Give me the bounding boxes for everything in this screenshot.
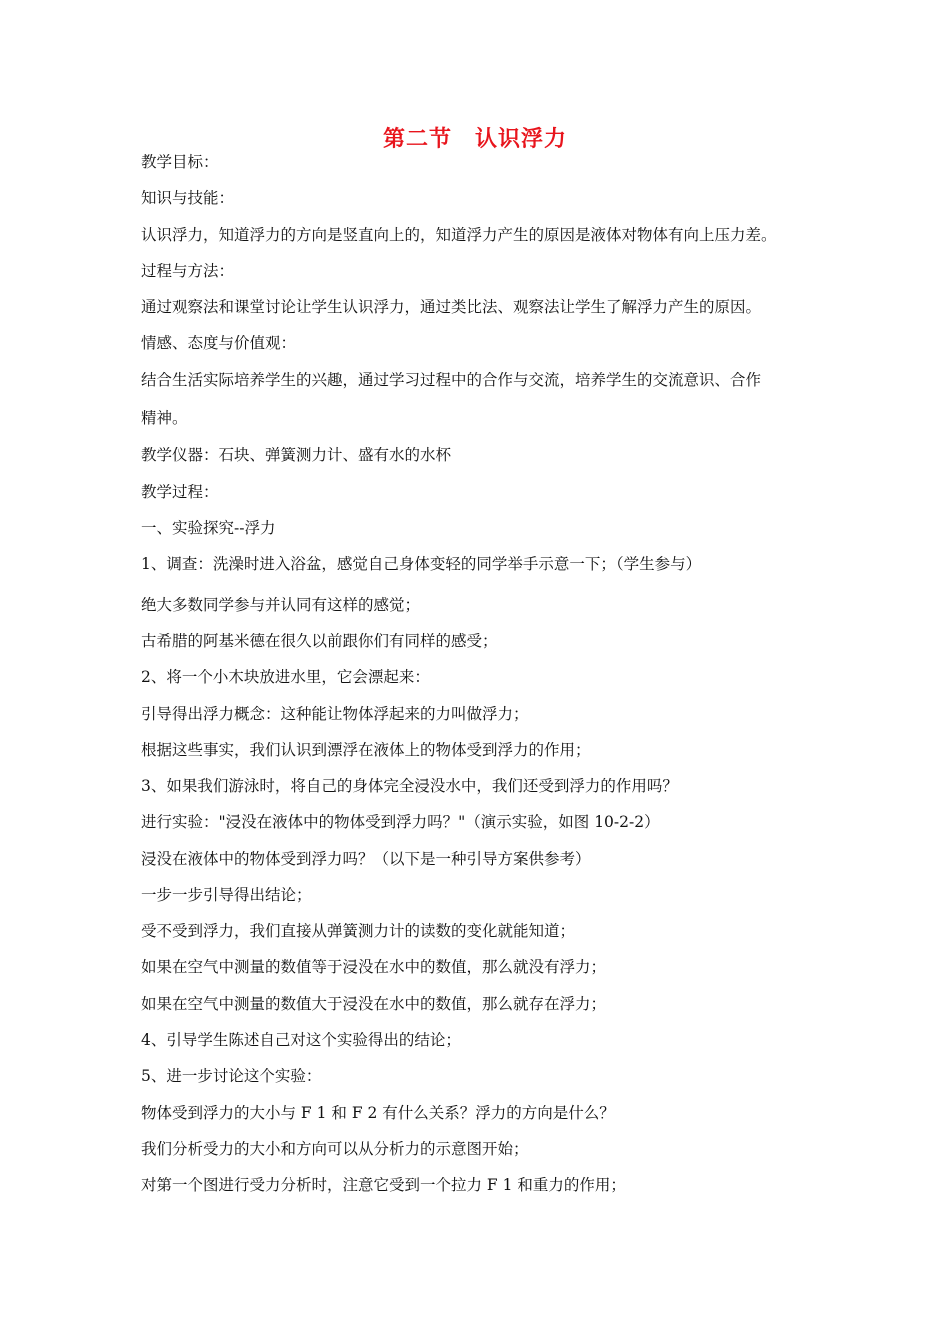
text-line: 4、引导学生陈述自己对这个实验得出的结论； [141, 1031, 461, 1049]
text-line: 过程与方法： [141, 262, 235, 280]
text-line: 教学仪器：石块、弹簧测力计、盛有水的水杯 [141, 446, 452, 464]
text-line: 绝大多数同学参与并认同有这样的感觉； [141, 596, 421, 614]
text-line: 受不受到浮力，我们直接从弹簧测力计的读数的变化就能知道； [141, 922, 576, 940]
text-line: 教学过程： [141, 483, 219, 501]
text-line: 精神。 [141, 409, 188, 427]
text-line: 2、将一个小木块放进水里，它会漂起来： [141, 668, 430, 686]
text-line: 如果在空气中测量的数值大于浸没在水中的数值，那么就存在浮力； [141, 995, 607, 1013]
page-title: 第二节 认识浮力 [382, 126, 567, 152]
text-line: 浸没在液体中的物体受到浮力吗？（以下是一种引导方案供参考） [141, 850, 591, 868]
text-line: 对第一个图进行受力分析时，注意它受到一个拉力 F 1 和重力的作用； [141, 1176, 626, 1194]
text-line: 5、进一步讨论这个实验： [141, 1067, 322, 1085]
text-line: 情感、态度与价值观： [141, 334, 297, 352]
text-line: 认识浮力，知道浮力的方向是竖直向上的，知道浮力产生的原因是液体对物体有向上压力差。 [141, 226, 777, 244]
text-line: 进行实验："浸没在液体中的物体受到浮力吗？"（演示实验，如图 10-2-2） [141, 813, 660, 831]
text-line: 物体受到浮力的大小与 F 1 和 F 2 有什么关系？浮力的方向是什么？ [141, 1104, 615, 1122]
text-line: 3、如果我们游泳时，将自己的身体完全浸没水中，我们还受到浮力的作用吗？ [141, 777, 678, 795]
text-line: 教学目标： [141, 153, 219, 171]
text-line: 一步一步引导得出结论； [141, 886, 312, 904]
text-line: 1、调查：洗澡时进入浴盆，感觉自己身体变轻的同学举手示意一下；（学生参与） [141, 555, 702, 573]
text-line: 我们分析受力的大小和方向可以从分析力的示意图开始； [141, 1140, 529, 1158]
text-line: 根据这些事实，我们认识到漂浮在液体上的物体受到浮力的作用； [141, 741, 591, 759]
text-line: 结合生活实际培养学生的兴趣，通过学习过程中的合作与交流，培养学生的交流意识、合作 [141, 371, 762, 389]
text-line: 一、实验探究--浮力 [141, 519, 276, 537]
text-line: 如果在空气中测量的数值等于浸没在水中的数值，那么就没有浮力； [141, 958, 607, 976]
text-line: 古希腊的阿基米德在很久以前跟你们有同样的感受； [141, 632, 498, 650]
text-line: 通过观察法和课堂讨论让学生认识浮力，通过类比法、观察法让学生了解浮力产生的原因。 [141, 298, 762, 316]
text-line: 引导得出浮力概念：这种能让物体浮起来的力叫做浮力； [141, 705, 529, 723]
text-line: 知识与技能： [141, 189, 235, 207]
